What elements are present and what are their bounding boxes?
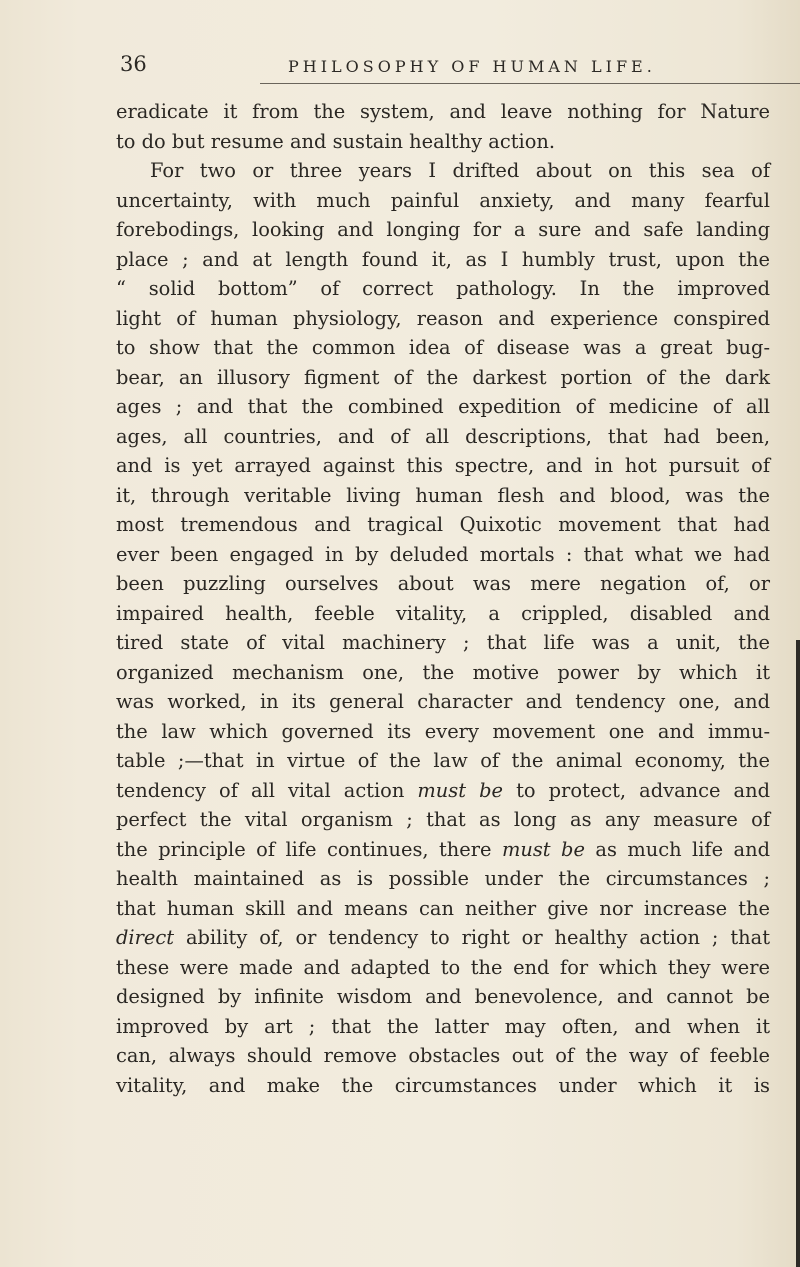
text-line: place ; and at length found it, as I humbly trust, upon the	[116, 247, 770, 271]
text-line: perfect the vital organism ; that as long as any measure of	[116, 808, 770, 831]
text-line	[116, 776, 770, 806]
text-line: ages ; and that the combined expedition of medicine of all	[116, 395, 770, 418]
italic-text: must be	[501, 837, 585, 861]
page-edge-shadow	[796, 640, 800, 1267]
text-segment: to protect, advance and	[516, 778, 770, 802]
text-line: table ;—that in virtue of the law of the animal economy, the	[116, 749, 770, 772]
text-line: was worked, in its general character and tendency one, and	[116, 690, 770, 713]
text-line: designed by infinite wisdom and benevolence, and cannot be	[116, 985, 770, 1008]
text-line: and is yet arrayed against this spectre, and in hot pursuit of	[116, 454, 770, 477]
text-line: ages, all countries, and of all descriptions, that had been,	[116, 424, 770, 448]
text-segment: as much life and	[595, 837, 770, 861]
text-segment: the principle of life continues, there	[116, 837, 492, 861]
text-line: “ solid bottom” of correct pathology. In the improved	[116, 277, 770, 300]
text-line: eradicate it from the system, and leave nothing for Nature	[116, 100, 770, 123]
text-line: organized mechanism one, the motive power by which it	[116, 660, 770, 684]
text-line	[116, 923, 770, 953]
text-line: For two or three years I drifted about on this sea of	[150, 159, 770, 182]
page-header	[120, 50, 760, 90]
text-line: can, always should remove obstacles out of the way of feeble	[116, 1044, 770, 1067]
text-line: improved by art ; that the latter may often, and when it	[116, 1014, 770, 1038]
text-segment: ability of, or tendency to right or healthy action ; that	[185, 926, 770, 949]
italic-text: direct	[116, 926, 175, 949]
text-line: these were made and adapted to the end for which they were	[116, 955, 770, 979]
text-line: to do but resume and sustain healthy action.	[116, 129, 556, 153]
text-line: to show that the common idea of disease was a great bug-	[116, 336, 770, 359]
text-line: been puzzling ourselves about was mere negation of, or	[116, 572, 770, 595]
header-rule	[260, 83, 800, 84]
text-line: bear, an illusory figment of the darkest portion of the dark	[116, 365, 770, 389]
page-number: 36	[120, 52, 147, 76]
running-head: PHILOSOPHY OF HUMAN LIFE.	[288, 57, 656, 76]
text-line: health maintained as is possible under the circumstances ;	[116, 867, 770, 890]
text-line: most tremendous and tragical Quixotic movement that had	[116, 513, 770, 536]
text-line: light of human physiology, reason and experience conspired	[116, 306, 770, 330]
text-line: ever been engaged in by deluded mortals : that what we had	[116, 542, 770, 566]
text-segment: tendency of all vital action	[116, 778, 405, 802]
text-line: that human skill and means can neither give nor increase the	[116, 896, 770, 920]
text-line: it, through veritable living human flesh and blood, was the	[116, 483, 770, 507]
body-text	[116, 97, 770, 1100]
italic-text: must be	[417, 778, 504, 802]
text-line: uncertainty, with much painful anxiety, and many fearful	[116, 188, 770, 212]
text-line: forebodings, looking and longing for a sure and safe landing	[116, 218, 770, 241]
text-line: the law which governed its every movement one and immu-	[116, 719, 770, 743]
text-line	[116, 835, 770, 865]
text-line: vitality, and make the circumstances under which it is	[116, 1073, 770, 1097]
text-line: impaired health, feeble vitality, a crippled, disabled and	[116, 601, 770, 625]
text-line: tired state of vital machinery ; that life was a unit, the	[116, 631, 770, 654]
